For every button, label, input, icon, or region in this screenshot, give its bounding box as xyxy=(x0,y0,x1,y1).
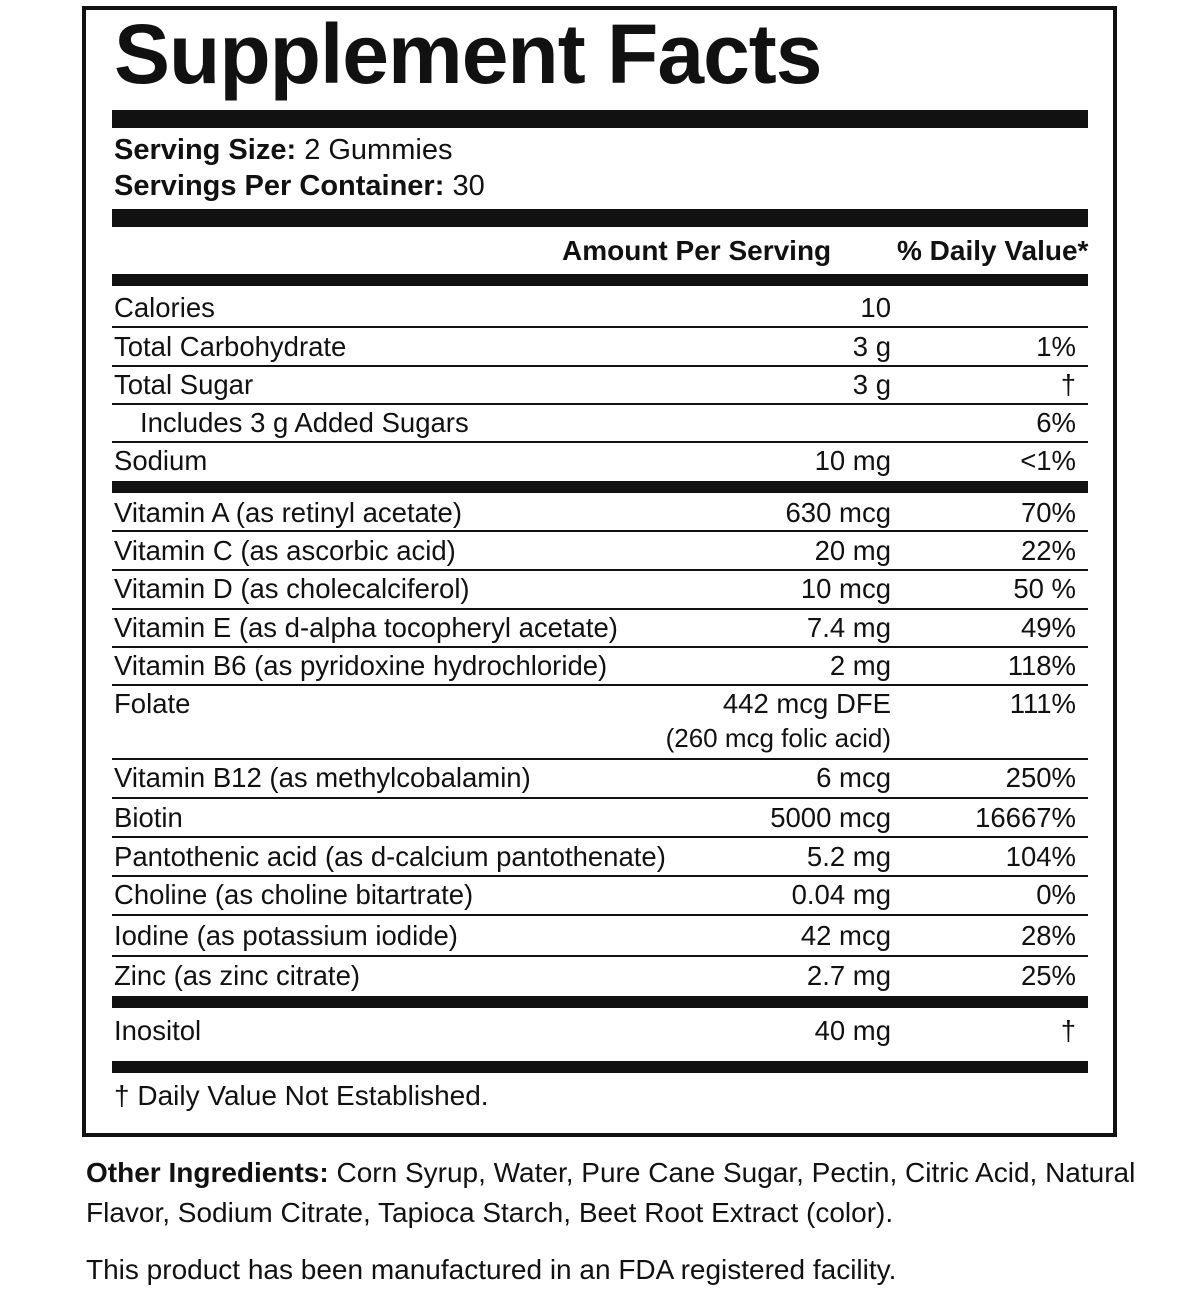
row-divider xyxy=(112,326,1088,328)
nutrient-name: Total Sugar xyxy=(114,369,254,400)
nutrient-daily-value: 118% xyxy=(1007,650,1076,681)
serving-size xyxy=(114,136,452,165)
nutrient-daily-value: 22% xyxy=(1020,535,1076,566)
row-divider xyxy=(112,646,1088,648)
serving-size-label: Serving Size: xyxy=(114,134,297,166)
nutrient-name: Choline (as choline bitartrate) xyxy=(114,879,474,910)
medium-divider xyxy=(112,274,1088,286)
nutrient-amount: 6 mcg xyxy=(816,762,891,793)
nutrient-name: Calories xyxy=(114,292,215,323)
nutrient-name: Inositol xyxy=(114,1015,202,1046)
page-title: Supplement Facts xyxy=(114,7,822,101)
nutrient-daily-value: 250% xyxy=(1005,762,1076,793)
nutrient-daily-value: 1% xyxy=(1036,331,1076,362)
nutrient-name: Total Carbohydrate xyxy=(114,331,347,362)
medium-divider xyxy=(112,1061,1088,1073)
nutrient-daily-value: 111% xyxy=(1009,688,1076,719)
nutrient-daily-value: 28% xyxy=(1020,920,1076,951)
nutrient-name: Biotin xyxy=(114,802,183,833)
row-divider xyxy=(112,608,1088,610)
nutrient-amount: 442 mcg DFE xyxy=(722,688,891,719)
nutrient-amount: 3 g xyxy=(852,369,891,400)
nutrient-name: Zinc (as zinc citrate) xyxy=(114,960,361,991)
nutrient-daily-value: <1% xyxy=(1020,445,1076,476)
nutrient-name: Folate xyxy=(114,688,191,719)
nutrient-daily-value: 6% xyxy=(1036,407,1076,438)
nutrient-daily-value: 16667% xyxy=(975,802,1076,833)
nutrient-name: Iodine (as potassium iodide) xyxy=(114,920,458,951)
nutrient-daily-value: 50 % xyxy=(1013,573,1076,604)
facility-note: This product has been manufactured in an FDA registered facility. xyxy=(86,1254,897,1285)
nutrient-name: Includes 3 g Added Sugars xyxy=(140,407,469,438)
medium-divider xyxy=(112,481,1088,493)
footnote: † Daily Value Not Established. xyxy=(114,1080,489,1111)
nutrient-amount: 10 mg xyxy=(814,445,891,476)
servings-per-container-value: 30 xyxy=(452,170,485,202)
nutrient-amount: 2.7 mg xyxy=(806,960,891,991)
nutrient-daily-value: 25% xyxy=(1020,960,1076,991)
servings-per-container xyxy=(114,172,485,201)
row-divider xyxy=(112,441,1088,443)
row-divider xyxy=(112,403,1088,405)
other-ingredients-label: Other Ingredients: xyxy=(86,1157,329,1188)
nutrient-name: Vitamin D (as cholecalciferol) xyxy=(114,573,470,604)
row-divider xyxy=(112,955,1088,957)
nutrient-name: Pantothenic acid (as d-calcium pantothenate) xyxy=(114,841,666,872)
servings-per-container-label: Servings Per Container: xyxy=(114,170,445,202)
nutrient-amount: 10 mcg xyxy=(800,573,891,604)
thick-divider xyxy=(112,110,1088,128)
nutrient-name: Vitamin B12 (as methylcobalamin) xyxy=(114,762,531,793)
nutrient-daily-value: 0% xyxy=(1036,879,1076,910)
nutrient-amount: 5000 mcg xyxy=(770,802,891,833)
nutrient-name: Sodium xyxy=(114,445,208,476)
nutrient-amount: 42 mcg xyxy=(800,920,891,951)
nutrient-daily-value: 70% xyxy=(1020,497,1076,528)
nutrient-amount: 2 mg xyxy=(829,650,891,681)
nutrient-amount: 7.4 mg xyxy=(806,612,891,643)
nutrient-amount: 630 mcg xyxy=(785,497,891,528)
nutrient-amount: 40 mg xyxy=(814,1015,891,1046)
row-divider xyxy=(112,875,1088,877)
row-divider xyxy=(112,569,1088,571)
row-divider xyxy=(112,530,1088,532)
row-divider xyxy=(112,758,1088,760)
nutrient-amount: 10 xyxy=(860,292,891,323)
row-divider xyxy=(112,836,1088,838)
row-divider xyxy=(112,797,1088,799)
nutrient-daily-value: † xyxy=(1060,369,1076,400)
medium-divider xyxy=(112,996,1088,1008)
nutrient-amount-note: (260 mcg folic acid) xyxy=(665,723,891,753)
nutrient-name: Vitamin A (as retinyl acetate) xyxy=(114,497,462,528)
other-ingredients xyxy=(86,1153,1146,1233)
nutrient-name: Vitamin C (as ascorbic acid) xyxy=(114,535,456,566)
row-divider xyxy=(112,684,1088,686)
row-divider xyxy=(112,365,1088,367)
nutrient-amount: 3 g xyxy=(852,331,891,362)
nutrient-daily-value: † xyxy=(1060,1015,1076,1046)
serving-size-value: 2 Gummies xyxy=(304,134,453,166)
nutrient-amount: 5.2 mg xyxy=(806,841,891,872)
amount-per-serving-header: Amount Per Serving xyxy=(562,235,832,266)
nutrient-name: Vitamin B6 (as pyridoxine hydrochloride) xyxy=(114,650,608,681)
nutrient-amount: 0.04 mg xyxy=(791,879,891,910)
daily-value-header: % Daily Value* xyxy=(897,235,1089,266)
thick-divider xyxy=(112,209,1088,227)
nutrient-name: Vitamin E (as d-alpha tocopheryl acetate) xyxy=(114,612,618,643)
nutrient-daily-value: 104% xyxy=(1005,841,1076,872)
nutrient-daily-value: 49% xyxy=(1020,612,1076,643)
row-divider xyxy=(112,914,1088,916)
nutrient-amount: 20 mg xyxy=(814,535,891,566)
other-ingredients-text: Corn Syrup, Water, Pure Cane Sugar, Pectin, Citric Acid, Natural Flavor, Sodium Citrate, Tapioca Starch, Beet Root Extract (color). xyxy=(86,1157,1136,1228)
